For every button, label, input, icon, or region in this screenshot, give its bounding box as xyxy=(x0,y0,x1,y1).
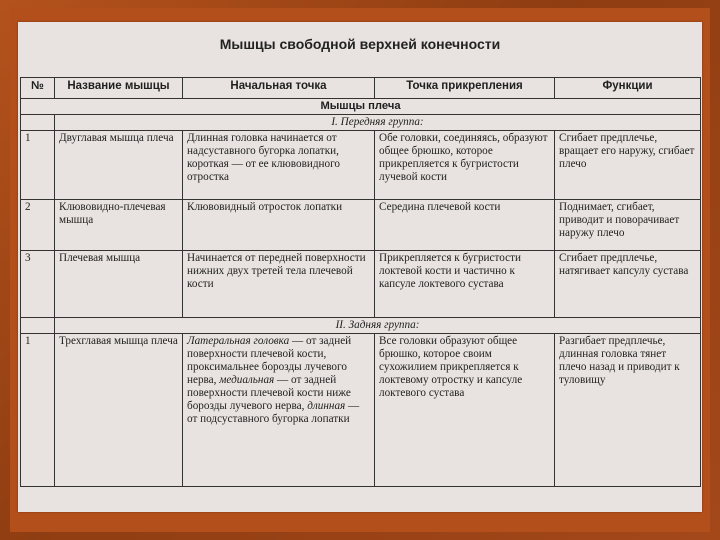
table-header-row xyxy=(21,78,701,99)
group-row xyxy=(21,115,701,131)
muscle-origin: Длинная головка начинается от надсуставного бугорка лопатки, короткая — от ее клювовидного отростка xyxy=(183,131,375,200)
muscle-name: Трехглавая мышца плеча xyxy=(55,334,183,487)
lateral-head-text: — от задней поверхности плечевой кости, проксимальнее борозды лучевого нерва, xyxy=(187,335,352,386)
row-number: 1 xyxy=(21,334,55,487)
group-title-posterior: II. Задняя группа: xyxy=(55,318,701,334)
column-header-origin: Начальная точка xyxy=(183,78,375,99)
column-header-number: № xyxy=(21,78,55,99)
muscles-table xyxy=(20,77,701,487)
long-head-label: длинная xyxy=(307,400,346,412)
muscle-function: Сгибает предплечье, вращает его наружу, сгибает плечо xyxy=(555,131,701,200)
group-spacer xyxy=(21,318,55,334)
column-header-function: Функции xyxy=(555,78,701,99)
muscle-insertion: Середина плечевой кости xyxy=(375,200,555,251)
lateral-head-label: Латеральная головка xyxy=(187,335,290,347)
column-header-name: Название мышцы xyxy=(55,78,183,99)
group-spacer xyxy=(21,115,55,131)
section-row xyxy=(21,99,701,115)
muscle-insertion: Прикрепляется к бугристости локтевой кости и частично к капсуле локтевого сустава xyxy=(375,251,555,318)
long-head-text: — от подсуставного бугорка лопатки xyxy=(187,400,360,425)
table-row xyxy=(21,200,701,251)
table-row xyxy=(21,131,701,200)
muscle-function: Разгибает предплечье, длинная головка тянет плечо назад и приводит к туловищу xyxy=(555,334,701,487)
row-number: 3 xyxy=(21,251,55,318)
table-row xyxy=(21,334,701,487)
row-number: 1 xyxy=(21,131,55,200)
muscle-name: Двуглавая мышца плеча xyxy=(55,131,183,200)
column-header-insertion: Точка прикрепления xyxy=(375,78,555,99)
muscle-function: Сгибает предплечье, натягивает капсулу сустава xyxy=(555,251,701,318)
section-title: Мышцы плеча xyxy=(21,99,701,115)
table-row xyxy=(21,251,701,318)
muscle-function: Поднимает, сгибает, приводит и поворачивает наружу плечо xyxy=(555,200,701,251)
group-row xyxy=(21,318,701,334)
medial-head-text: — от задней поверхности плечевой кости ниже борозды лучевого нерва, xyxy=(187,374,351,412)
muscle-origin: Клювовидный отросток лопатки xyxy=(183,200,375,251)
muscle-insertion: Все головки образуют общее брюшко, которое своим сухожилием прикрепляется к локтевому отростку и капсуле локтевого сустава xyxy=(375,334,555,487)
muscle-name: Клювовидно-плечевая мышца xyxy=(55,200,183,251)
muscle-origin: Начинается от передней поверхности нижних двух третей тела плечевой кости xyxy=(183,251,375,318)
document-sheet xyxy=(18,22,702,512)
muscle-origin xyxy=(183,334,375,487)
row-number: 2 xyxy=(21,200,55,251)
muscle-name: Плечевая мышца xyxy=(55,251,183,318)
group-title-anterior: I. Передняя группа: xyxy=(55,115,701,131)
medial-head-label: медиальная xyxy=(219,374,275,386)
page-title: Мышцы свободной верхней конечности xyxy=(219,36,501,52)
muscle-insertion: Обе головки, соединяясь, образуют общее брюшко, которое прикрепляется к бугристости лучевой кости xyxy=(375,131,555,200)
